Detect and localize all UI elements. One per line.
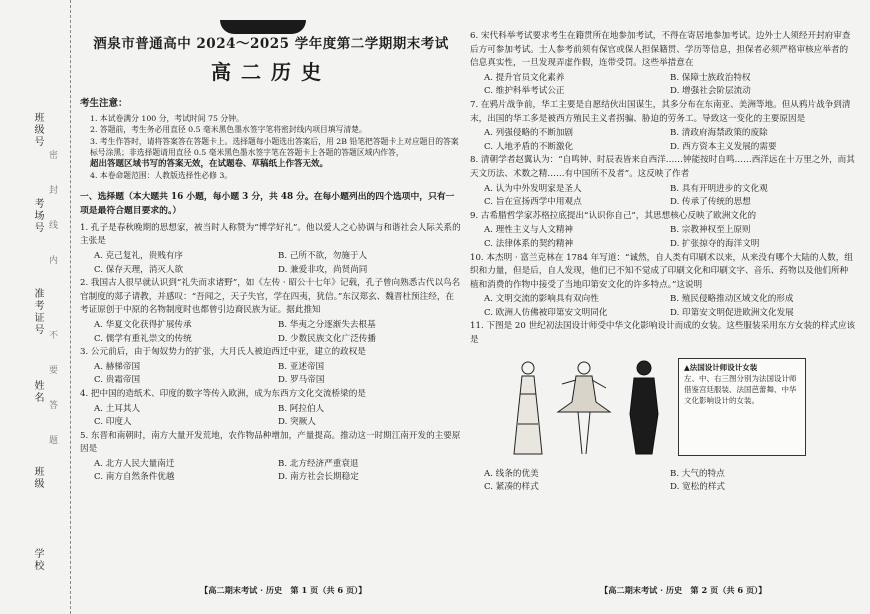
answer-option[interactable]: A. 线条的优美 (484, 468, 539, 479)
answer-option[interactable]: B. 华夷之分逐渐失去根基 (278, 319, 376, 330)
answer-option[interactable]: B. 殖民侵略推动区域文化的形成 (670, 294, 794, 305)
answer-option[interactable]: C. 印度人 (94, 417, 132, 428)
answer-option[interactable]: A. 华夏文化获得扩展传承 (94, 319, 192, 330)
answer-option[interactable]: A. 北方人民大量南迁 (94, 458, 175, 469)
question-stem: 6. 宋代科举考试要求考生在籍贯所在地参加考试，不得在寄居地参加考试。边外士人须经开封府审查后方可参加考试。士人参考前须有保官或保人担保籍贯、学历等信息，担保者必须严格审核应举者的信息真实性，一旦发现弄虚作假，连带受罚。这些举措意在 (470, 31, 851, 69)
seal-char: 题 (47, 435, 57, 444)
binding-strip (0, 0, 71, 614)
answer-options (470, 127, 856, 154)
seal-char: 密 (47, 150, 57, 159)
notice-item-emphasis: 超出答题区域书写的答案无效，在试题卷、草稿纸上作答无效。 (90, 158, 329, 169)
answer-options (470, 183, 856, 210)
subject-title: 高二历史 (211, 59, 331, 84)
binding-label: 班级 (32, 466, 43, 490)
answer-option[interactable]: D. 少数民族文化广泛传播 (278, 333, 376, 344)
answer-option[interactable]: A. 提升官员文化素养 (484, 72, 565, 83)
answer-option[interactable]: C. 保存天理，消灭人欲 (94, 264, 184, 275)
answer-options (470, 293, 856, 320)
answer-option[interactable]: C. 法律体系的契约精神 (484, 238, 574, 249)
answer-option[interactable]: D. 罗马帝国 (278, 375, 325, 386)
answer-options (470, 468, 856, 495)
answer-option[interactable]: D. 传承了传统的思想 (670, 197, 751, 208)
section-heading: 一、选择题（本大题共 16 小题，每小题 3 分，共 48 分。在每小题列出的四个选项中，只有一项是最符合题目要求的。） (80, 191, 455, 216)
binding-label: 姓名 (32, 380, 43, 404)
question-stem: 4. 把中国的造纸术、印度的数字等传入欧洲，成为东西方文化交流桥梁的是 (80, 388, 366, 399)
question-stem: 7. 在鸦片战争前，华工主要是自愿结伙出国谋生，其多分布在东南亚、美洲等地。但从鸦片战争到清末，出国的华工多是被西方殖民主义者拐骗、胁迫的劳务工。导致这一变化的主要原因是 (470, 99, 851, 124)
notice-item: 4. 本卷命题范围：人教版选择性必修 3。 (90, 171, 233, 181)
answer-option[interactable]: B. 己所不欲，勿施于人 (278, 250, 368, 261)
answer-option[interactable]: A. 土耳其人 (94, 403, 141, 414)
answer-options (80, 250, 462, 277)
answer-option[interactable]: B. 亚述帝国 (278, 361, 325, 372)
answer-option[interactable]: C. 儒学有重礼崇文的传统 (94, 333, 192, 344)
answer-option[interactable]: B. 北方经济严重衰退 (278, 458, 359, 469)
answer-option[interactable]: A. 列强侵略的不断加剧 (484, 128, 574, 139)
left-column (80, 30, 462, 485)
answer-option[interactable]: D. 南方社会长期稳定 (278, 472, 359, 483)
seal-char: 封 (47, 185, 57, 194)
answer-options (80, 458, 462, 485)
question-block (470, 30, 856, 99)
answer-option[interactable]: A. 理性主义与人文精神 (484, 225, 574, 236)
dress-figure-middle (558, 362, 610, 454)
question-block (470, 320, 856, 494)
question-list-left (80, 222, 462, 485)
seal-char: 内 (47, 255, 57, 264)
answer-option[interactable]: A. 克己复礼，贵贱有序 (94, 250, 184, 261)
notice-item: 3. 考生作答时，请将答案答在答题卡上。选择题每小题选出答案后，用 2B 铅笔把答题卡上对应题目的答案标号涂黑；非选择题请用直径 0.5 毫米黑色墨水签字笔在答题卡上各题的答题区域内作答， (90, 136, 459, 158)
answer-option[interactable]: C. 贵霜帝国 (94, 375, 141, 386)
question-block (80, 222, 462, 277)
question-block (470, 210, 856, 252)
answer-option[interactable]: B. 清政府海禁政策的废除 (670, 128, 768, 139)
seal-char: 不 (47, 330, 57, 339)
answer-option[interactable]: C. 紧凑的样式 (484, 482, 539, 493)
answer-option[interactable]: D. 宽松的样式 (670, 482, 726, 493)
question-list-right (470, 30, 856, 495)
binding-label: 学校 (32, 548, 43, 572)
answer-options (80, 361, 462, 388)
exam-title: 酒泉市普通高中 2024～2025 学年度第二学期期末考试 (93, 36, 449, 52)
question-stem: 8. 清朝学者赵翼认为：“自鸣钟、时辰表皆来自西洋……钟能按时自鸣……西洋远在十万里之外，而其天文历法、术数之精……有中国所不及者”。这反映了作者 (470, 155, 855, 179)
question-block (470, 252, 856, 321)
question-block (80, 346, 462, 388)
seal-char: 要 (47, 365, 57, 374)
answer-option[interactable]: B. 具有开明进步的文化观 (670, 183, 768, 194)
dress-illustrations (506, 354, 676, 462)
answer-option[interactable]: B. 阿拉伯人 (278, 403, 325, 414)
answer-option[interactable]: B. 保障士族政治特权 (670, 72, 751, 83)
answer-option[interactable]: B. 大气的特点 (670, 468, 725, 479)
figure-caption-box (678, 358, 806, 456)
answer-option[interactable]: D. 突厥人 (278, 417, 316, 428)
exam-notice (80, 97, 462, 182)
dress-figure-right (630, 361, 658, 454)
notice-title: 考生注意： (80, 98, 128, 110)
figure-caption: ▲法国设计师设计女装 (684, 362, 758, 372)
fashion-figure (506, 354, 806, 462)
figure-text: 左、中、右三图分别为法国设计师借鉴宫廷服装、法国芭蕾舞、中华文化影响设计的女装。 (684, 373, 797, 405)
footer-right: 【高二期末考试 · 历史 第 2 页（共 6 页）】 (600, 585, 767, 595)
answer-option[interactable]: D. 扩张掠夺的海洋文明 (670, 238, 760, 249)
question-block (80, 388, 462, 430)
seal-char: 答 (47, 400, 57, 409)
answer-option[interactable]: A. 文明交流的影响具有双向性 (484, 294, 599, 305)
answer-option[interactable]: D. 印第安文明促进欧洲文化发展 (670, 307, 794, 318)
binding-label: 准考证号 (32, 288, 43, 336)
question-stem: 5. 东晋和南朝时，南方大量开发荒地，农作物品种增加，产量提高。推动这一时期江南开发的主要原因是 (80, 430, 461, 455)
answer-option[interactable]: C. 人地矛盾的不断激化 (484, 141, 574, 152)
binding-label: 班级号 (32, 112, 43, 148)
question-block (470, 99, 856, 154)
question-stem: 2. 我国古人很早就认识到“礼失而求诸野”，如《左传 · 昭公十七年》记载，孔子曾向熟悉古代以鸟名官制度的郯子请教，并感叹：“吾闻之，天子失官，学在四夷，犹信。”东汉郑玄、魏晋杜预注经，在考证原创于中原的名物制度时也都曾引边裔民族为证。据此推知 (80, 278, 461, 316)
question-block (470, 154, 856, 209)
notice-item: 1. 本试卷满分 100 分，考试时间 75 分钟。 (90, 113, 244, 123)
answer-option[interactable]: A. 认为中外发明家是圣人 (484, 183, 582, 194)
answer-options (80, 319, 462, 346)
question-stem: 3. 公元前后，由于匈奴势力的扩张，大月氏人被迫西迁中亚，建立的政权是 (80, 347, 366, 358)
question-stem: 9. 古希腊哲学家苏格拉底提出“认识你自己”，其思想核心反映了欧洲文化的 (470, 210, 757, 221)
dress-figure-left (514, 362, 542, 454)
answer-option[interactable]: C. 南方自然条件优越 (94, 472, 175, 483)
answer-option[interactable]: C. 欧洲人仿佛被印第安文明同化 (484, 307, 608, 318)
answer-options (470, 72, 856, 99)
answer-option[interactable]: A. 赫梯帝国 (94, 361, 141, 372)
footer-left: 【高二期末考试 · 历史 第 1 页（共 6 页）】 (200, 585, 367, 595)
answer-option[interactable]: B. 宗教神权至上原则 (670, 225, 751, 236)
answer-options (470, 224, 856, 251)
question-stem: 11. 下图是 20 世纪初法国设计师受中华文化影响设计而成的女装。这些服装采用东方女装的样式应该是 (470, 321, 856, 346)
question-stem: 10. 本杰明 · 富兰克林在 1784 年写道：“诚然，自人类有印刷术以来，从来没有哪个大陆的人数，组织和力量，但是后，自人发现，他们已不知不觉成了印刷文化和印刷文字、音乐、药物以及他们所种植和消费的作物中接受了当地印第安文化的许多特点。”这说明 (470, 252, 853, 290)
question-block (80, 430, 462, 485)
answer-options (80, 403, 462, 430)
binding-label: 考场号 (32, 198, 43, 234)
notice-item: 2. 答题前，考生务必用直径 0.5 毫米黑色墨水签字笔将密封线内项目填写清楚。 (90, 125, 367, 135)
question-stem: 1. 孔子是春秋晚期的思想家，被当时人称赞为“博学好礼”。他以爱人之心协调与和谐社会人际关系的主张是 (80, 222, 461, 247)
question-block (80, 277, 462, 346)
answer-option[interactable]: C. 旨在宣扬西学中用观点 (484, 197, 582, 208)
answer-option[interactable]: C. 维护科举考试公正 (484, 86, 565, 97)
answer-option[interactable]: D. 增强社会阶层流动 (670, 86, 751, 97)
answer-option[interactable]: D. 西方资本主义发展的需要 (670, 141, 777, 152)
answer-option[interactable]: D. 兼爱非攻，尚贤尚同 (278, 264, 368, 275)
seal-char: 线 (47, 220, 57, 229)
right-column (470, 30, 856, 495)
